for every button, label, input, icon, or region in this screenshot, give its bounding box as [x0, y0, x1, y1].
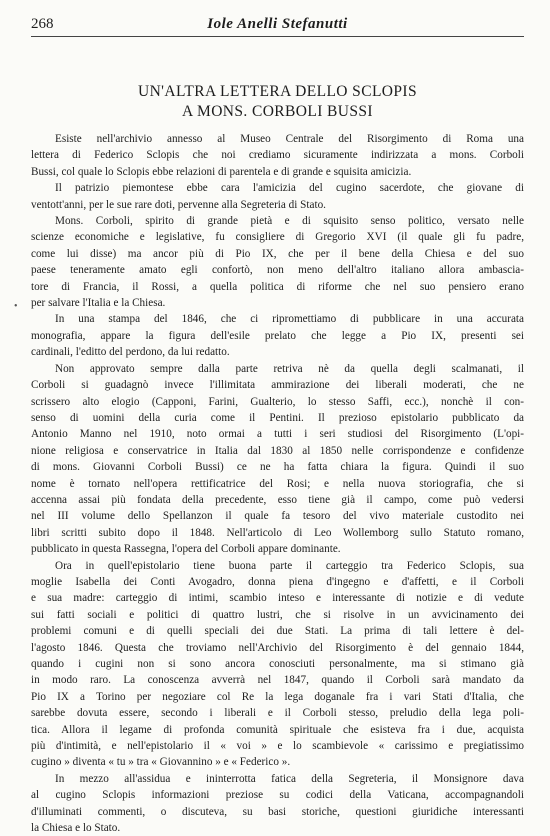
text-line: la Chiesa e lo Stato.: [31, 822, 121, 835]
text-line: quando i cugini non si sono ancora conosciuti personalmente, ma si stimano già: [31, 658, 524, 670]
text-line: In una stampa del 1846, che ci ripromettiamo di pubblicare in una accurata: [55, 313, 524, 326]
text-line: paese teneramente amato egli confortò, non meno dell'altro italiano allora ambascia-: [31, 264, 524, 277]
text-line: Pio IX a Torino per negoziare col Re la lega doganale fra i vari Stati d'Italia, che: [31, 690, 524, 703]
text-line: Bussi, col quale lo Sclopis ebbe relazioni di parentela e di grande e squisita amicizia.: [31, 165, 412, 178]
text-line: problemi comuni e di quelli speciali dei due Stati. La prima di tali lettere è del-: [31, 625, 524, 638]
text-line: ventott'anni, per le sue rare doti, pervenne alla Segreteria di Stato.: [31, 198, 326, 211]
text-line: come lui disse) ma ancor più di Pio IX, che per il bene della Chiesa e del suo: [31, 247, 524, 260]
paragraph: [31, 771, 524, 836]
paragraph: [31, 180, 524, 213]
text-line: In mezzo all'assidua e ininterrotta fatica della Segreteria, il Monsignore dava: [55, 772, 524, 785]
text-line: cardinali, l'editto del perdono, da lui redatto.: [31, 346, 230, 359]
article-title: [31, 82, 524, 122]
paragraph: [31, 311, 524, 360]
text-line: d'illuminati commenti, o discuteva, su basi storiche, questioni giuridiche interessanti: [31, 805, 524, 818]
text-line: nel III volume dello Spellanzon il quale fa tesoro del vivo materiale custodito nei: [31, 510, 524, 523]
text-line: scienze economiche e legislative, fu consigliere di Gregorio XVI (il quale gli fu padre,: [31, 231, 524, 244]
text-line: Ora in quell'epistolario tiene buona parte il carteggio tra Federico Sclopis, sua: [55, 559, 524, 572]
text-line: nome è tornato nell'opera rettificatrice del Rosi; e nella nuova storiografia, che si: [31, 477, 524, 490]
text-line: monografia, appare la figura dell'esile prelato che legge a Pio IX, presenti sei: [31, 329, 524, 342]
text-line: lettera di Federico Sclopis che noi crediamo sicuramente indirizzata a mons. Corboli: [31, 149, 524, 162]
paragraph: [31, 361, 524, 558]
text-line: Mons. Corboli, spirito di grande pietà e di squisito senso politico, versato nelle: [55, 215, 524, 228]
paragraph: [31, 558, 524, 771]
text-line: e sua madre: carteggio di intimi, scambio inteso e interessante di notizie e di vedute: [31, 592, 524, 605]
text-line: Il patrizio piemontese ebbe cara l'amicizia del cugino sacerdote, che giovane di: [55, 182, 524, 195]
page-number: 268: [31, 16, 54, 32]
text-line: Esiste nell'archivio annesso al Museo Centrale del Risorgimento di Roma una: [55, 133, 524, 145]
text-line: scrissero alto elogio (Capponi, Farini, Gualterio, lo stesso Saffi, ecc.), nonchè il con-: [31, 395, 524, 408]
text-line: cugino » diventa « tu » tra « Giovannino » e « Federico ».: [31, 756, 291, 769]
text-line: tore di Francia, il Rossi, a quella politica di riforme che nel suo pensiero erano: [31, 280, 524, 293]
text-line: Non approvato sempre dalla parte retriva nè da quella degli scalmanati, il: [55, 362, 524, 375]
margin-mark: •: [14, 301, 18, 312]
text-line: l'agosto 1846. Questa che troviamo nell'Archivio del Risorgimento è del gennaio 1844,: [31, 641, 524, 654]
text-line: accenna assai più fondata della precedente, esso tiene già il campo, come può vedersi: [31, 493, 524, 506]
paragraph: [31, 213, 524, 311]
paragraph: [31, 131, 524, 180]
text-line: per salvare l'Italia e la Chiesa.: [31, 297, 166, 310]
text-line: Corboli si guadagnò invece l'illimitata ammirazione dei liberali moderati, che ne: [31, 379, 524, 392]
text-line: più d'intimità, e nell'epistolario il « voi » e lo scambievole « carissimo e pregiatissimo: [31, 740, 524, 753]
article-title-line-2: A MONS. CORBOLI BUSSI: [182, 103, 373, 120]
article-title-line-1: UN'ALTRA LETTERA DELLO SCLOPIS: [137, 83, 418, 100]
text-line: sarebbe dovuta essere, secondo i liberali e il Corboli stesso, preludio della lega poli-: [31, 707, 524, 720]
text-line: sui fatti sociali e politici di quattro lustri, che si risolve in un avvicinamento dei: [31, 608, 524, 621]
text-line: di mons. Giovanni Corboli Bussi) ce ne ha fatta chiara la figura. Quindi il suo: [31, 461, 524, 474]
text-line: in modo raro. La conoscenza avverrà nel 1847, quando il Corboli sarà mandato da: [31, 674, 524, 687]
text-line: tica. Allora il legame di profonda comunità spirituale che esisteva fra i due, acquista: [31, 723, 524, 736]
text-line: moglie Isabella dei Conti Avogadro, donna piena d'ingegno e d'affetti, e il Corboli: [31, 575, 524, 588]
running-header: [31, 14, 524, 37]
text-line: al cugino Sclopis informazioni preziose su codici della Vaticana, accompagnandoli: [31, 789, 524, 802]
text-line: Antonio Manno nel 1910, noto ormai a tutti i seri studiosi del Risorgimento (L'opi-: [31, 428, 524, 441]
article-body: [31, 131, 524, 836]
running-title: Iole Anelli Stefanutti: [207, 16, 348, 32]
text-line: libri scritti subito dopo il 1848. Nell'articolo di Leo Wollemborg sullo Statuto romano,: [31, 526, 524, 539]
text-line: nione religiosa e conservatrice in Italia dal 1830 al 1850 nelle corrispondenze e confidenze: [31, 444, 524, 457]
text-line: senso di uomini della curia come il Pentini. Il prezioso epistolario pubblicato da: [31, 411, 524, 424]
text-line: pubblicato in questa Rassegna, l'opera del Corboli appare dominante.: [31, 543, 341, 556]
